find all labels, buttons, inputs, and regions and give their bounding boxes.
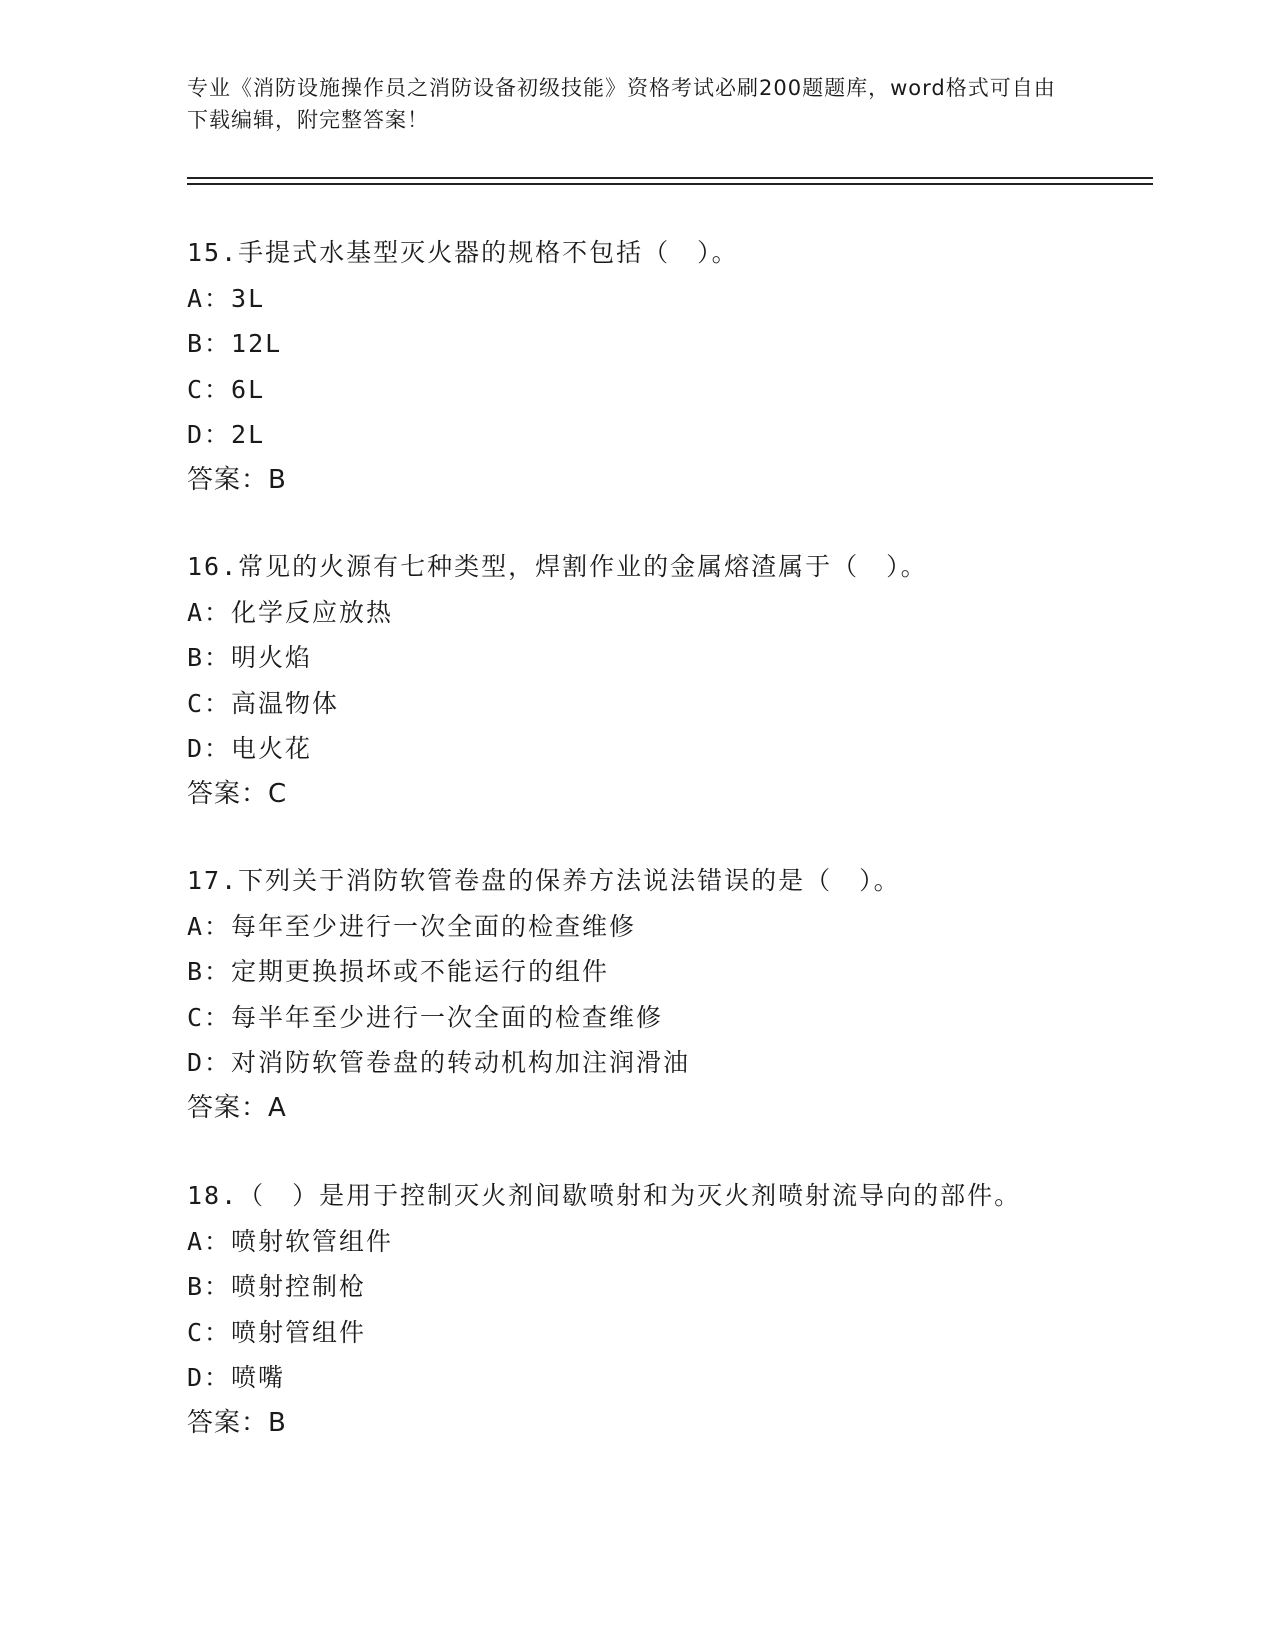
option-c: C：喷射管组件 [187, 1317, 367, 1347]
answer-line [187, 458, 1187, 504]
question-17 [187, 858, 1187, 1131]
answer-value: A [268, 1092, 287, 1123]
option-b: B：12L [187, 329, 283, 358]
option-a: A：3L [187, 283, 266, 313]
option-c: C：每半年至少进行一次全面的检查维修 [187, 1002, 664, 1032]
answer-value: C [268, 778, 288, 809]
question-18 [187, 1173, 1187, 1446]
question-stem: 15.手提式水基型灭火器的规格不包括（ ）。 [187, 238, 739, 267]
answer-value: B [268, 1407, 287, 1438]
question-stem: 16.常见的火源有七种类型，焊割作业的金属熔渣属于（ ）。 [187, 552, 928, 581]
question-stem: 18.（ ）是用于控制灭火剂间歇喷射和为灭火剂喷射流导向的部件。 [187, 1181, 1022, 1210]
option-a: A：化学反应放热 [187, 597, 394, 627]
question-15 [187, 230, 1187, 503]
answer-label: 答案： [187, 778, 269, 809]
option-c: C：6L [187, 374, 266, 404]
answer-label: 答案： [187, 464, 269, 495]
answer-line [187, 1401, 1187, 1447]
option-b: B：明火焰 [187, 643, 313, 672]
answer-label: 答案： [187, 1092, 269, 1123]
option-d: D：2L [187, 420, 266, 449]
option-d: D：电火花 [187, 734, 313, 763]
answer-line [187, 1086, 1187, 1132]
option-b: B：喷射控制枪 [187, 1272, 367, 1301]
document-header [187, 72, 1067, 136]
option-a: A：每年至少进行一次全面的检查维修 [187, 911, 637, 941]
answer-line [187, 772, 1187, 818]
option-c: C：高温物体 [187, 688, 340, 718]
option-d: D：对消防软管卷盘的转动机构加注润滑油 [187, 1048, 691, 1077]
answer-label: 答案： [187, 1407, 269, 1438]
question-stem: 17.下列关于消防软管卷盘的保养方法说法错误的是（ ）。 [187, 866, 901, 895]
header-divider-top [187, 177, 1153, 179]
option-d: D：喷嘴 [187, 1363, 286, 1392]
option-b: B：定期更换损坏或不能运行的组件 [187, 957, 610, 986]
option-a: A：喷射软管组件 [187, 1226, 394, 1256]
answer-value: B [268, 464, 287, 495]
question-16 [187, 544, 1187, 817]
header-text: 专业《消防设施操作员之消防设备初级技能》资格考试必刷200题题库，word格式可自由下载编辑，附完整答案！ [187, 76, 1056, 132]
header-divider-bottom [187, 183, 1153, 185]
